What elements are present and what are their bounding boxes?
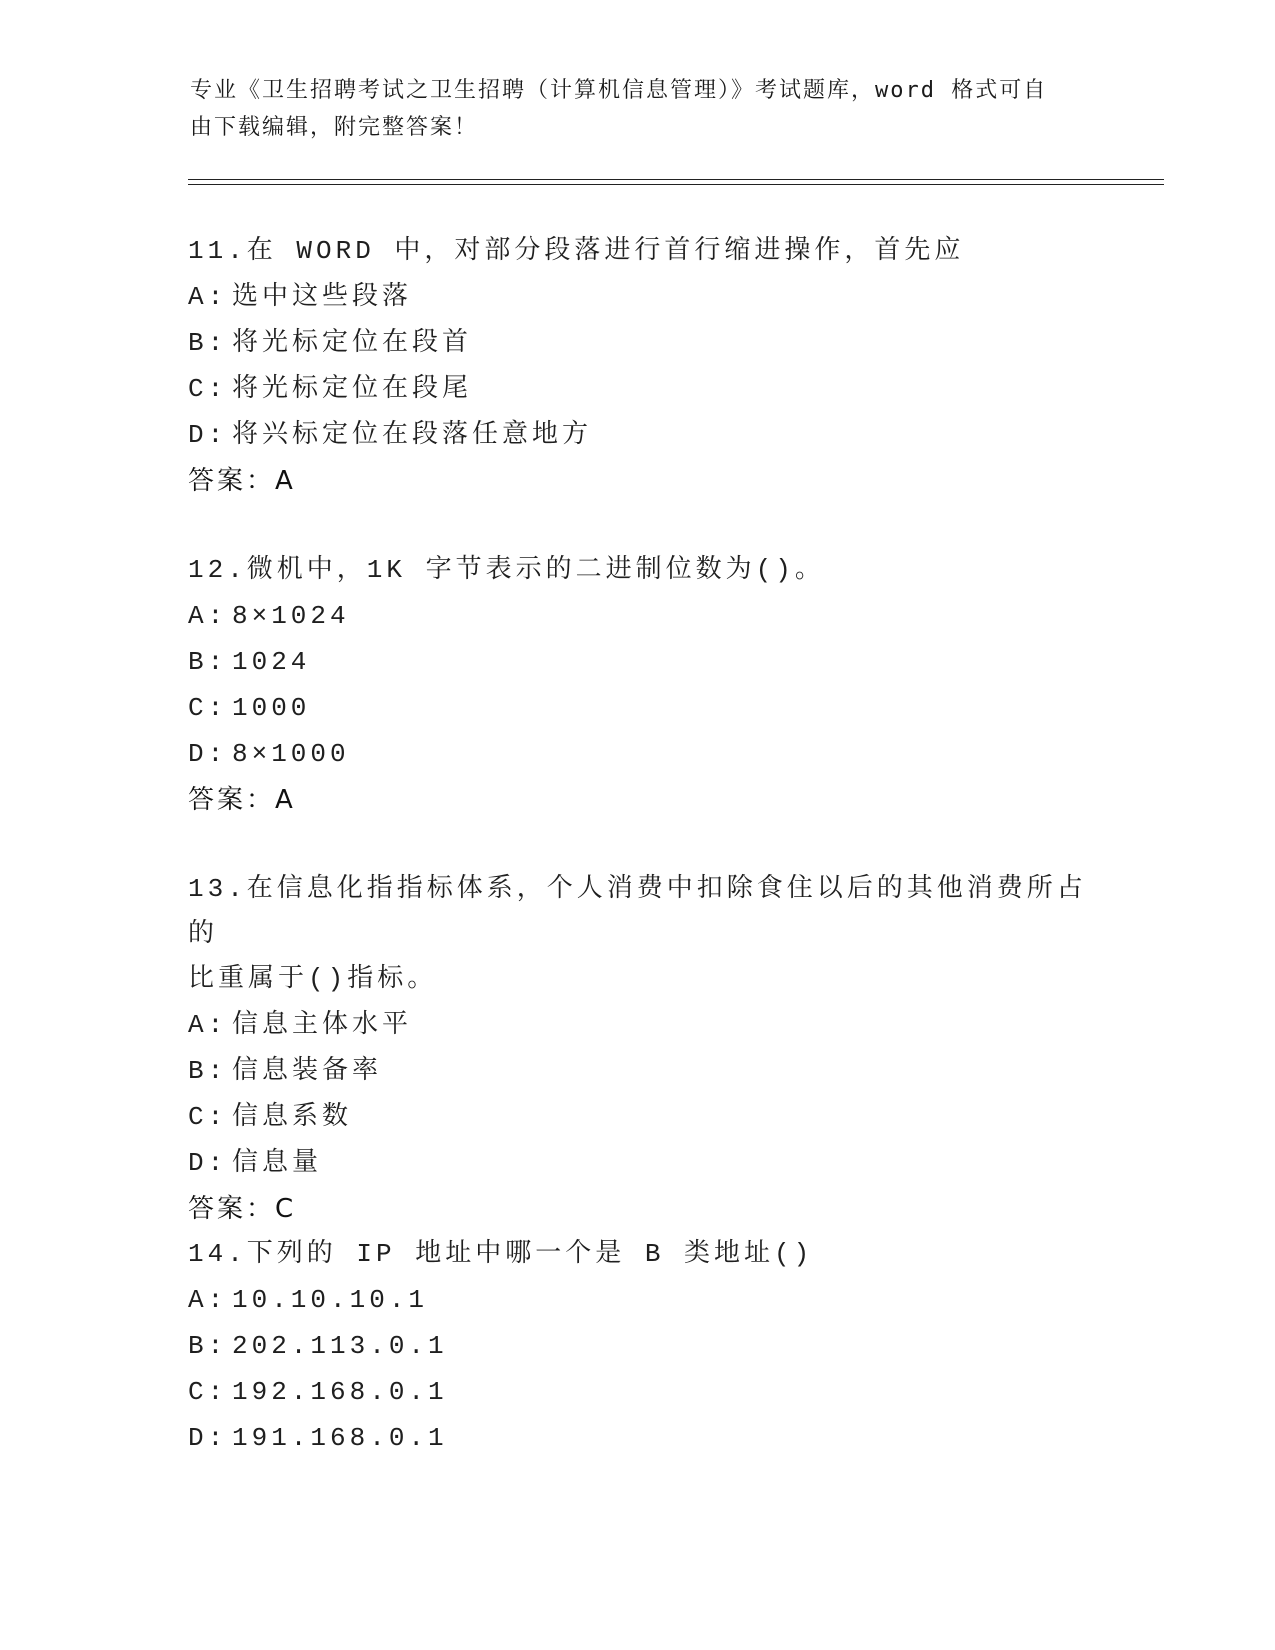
option-text: 信息系数	[232, 1102, 353, 1132]
document-header	[190, 72, 1090, 146]
option-text: 1024	[232, 647, 311, 677]
option-a	[188, 1277, 1088, 1323]
answer-line	[188, 777, 1088, 823]
option-text: 10.10.10.1	[232, 1285, 429, 1315]
option-key: D:	[188, 1423, 228, 1453]
option-a	[188, 274, 1088, 320]
question-11	[188, 229, 1088, 504]
answer-label: 答案：	[188, 1194, 276, 1224]
option-key: D:	[188, 1148, 228, 1178]
option-text: 将光标定位在段首	[232, 328, 473, 358]
option-key: C:	[188, 374, 228, 404]
option-d	[188, 412, 1088, 458]
option-text: 将光标定位在段尾	[232, 374, 473, 404]
option-key: C:	[188, 1102, 228, 1132]
answer-value: C	[275, 1194, 297, 1224]
option-c	[188, 1094, 1088, 1140]
option-key: B:	[188, 1331, 228, 1361]
option-text: 将兴标定位在段落任意地方	[232, 420, 593, 450]
option-text: 信息主体水平	[232, 1010, 413, 1040]
question-13	[188, 867, 1088, 1232]
option-key: D:	[188, 420, 228, 450]
question-title-line-2: 比重属于()指标。	[188, 964, 438, 994]
answer-label: 答案：	[188, 785, 276, 815]
answer-line	[188, 458, 1088, 504]
option-text: 8×1000	[232, 739, 350, 769]
option-key: A:	[188, 282, 228, 312]
option-key: A:	[188, 601, 228, 631]
answer-value: A	[275, 466, 296, 496]
option-key: B:	[188, 647, 228, 677]
option-key: B:	[188, 328, 228, 358]
question-title: 11.在 WORD 中，对部分段落进行首行缩进操作，首先应	[188, 236, 965, 266]
header-line-2: 由下载编辑，附完整答案！	[190, 115, 479, 140]
option-b	[188, 1048, 1088, 1094]
question-12	[188, 548, 1088, 823]
option-text: 1000	[232, 693, 311, 723]
option-key: B:	[188, 1056, 228, 1086]
header-rule-bottom	[188, 184, 1164, 185]
option-key: A:	[188, 1285, 228, 1315]
answer-line	[188, 1186, 1088, 1232]
option-c	[188, 366, 1088, 412]
option-text: 202.113.0.1	[232, 1331, 448, 1361]
question-title-line-1: 13.在信息化指指标体系，个人消费中扣除食住以后的其他消费所占的	[188, 874, 1087, 949]
question-title: 12.微机中，1K 字节表示的二进制位数为()。	[188, 555, 825, 585]
option-key: C:	[188, 1377, 228, 1407]
option-b	[188, 639, 1088, 685]
option-text: 信息装备率	[232, 1056, 383, 1086]
option-key: C:	[188, 693, 228, 723]
option-b	[188, 320, 1088, 366]
answer-value: A	[275, 785, 296, 815]
option-d	[188, 1415, 1088, 1461]
option-c	[188, 685, 1088, 731]
option-text: 192.168.0.1	[232, 1377, 448, 1407]
option-key: D:	[188, 739, 228, 769]
option-c	[188, 1369, 1088, 1415]
option-key: A:	[188, 1010, 228, 1040]
question-title: 14.下列的 IP 地址中哪一个是 B 类地址()	[188, 1239, 814, 1269]
question-14	[188, 1232, 1088, 1461]
option-text: 191.168.0.1	[232, 1423, 448, 1453]
option-a	[188, 593, 1088, 639]
header-line-1: 专业《卫生招聘考试之卫生招聘（计算机信息管理）》考试题库，word 格式可自	[190, 78, 1048, 103]
option-text: 8×1024	[232, 601, 350, 631]
header-rule-top	[188, 179, 1164, 180]
option-d	[188, 731, 1088, 777]
option-text: 信息量	[232, 1148, 323, 1178]
answer-label: 答案：	[188, 466, 276, 496]
option-b	[188, 1323, 1088, 1369]
option-d	[188, 1140, 1088, 1186]
option-a	[188, 1002, 1088, 1048]
option-text: 选中这些段落	[232, 282, 413, 312]
